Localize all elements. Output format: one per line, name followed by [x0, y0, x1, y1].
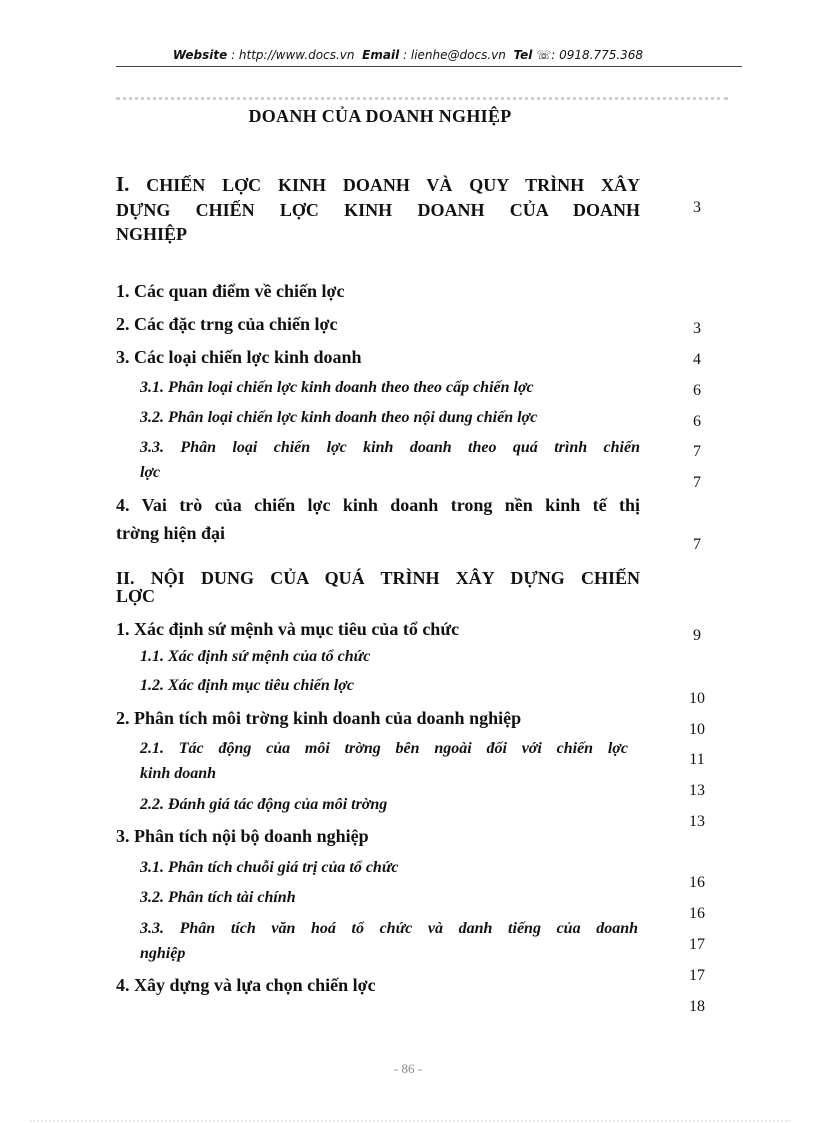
toc-section-1-line1: [116, 171, 640, 198]
page-number: 17: [689, 936, 705, 953]
toc-item-ii-1-2: 1.2. Xác định mục tiêu chiến lợc: [140, 677, 354, 694]
page-number: 7: [693, 474, 701, 491]
page-number: 6: [693, 413, 701, 430]
toc-item-3-1: 3.1. Phân loại chiến lợc kinh doanh theo theo cấp chiến lợc: [140, 379, 534, 396]
page-number: 9: [693, 627, 701, 644]
toc-item-ii-2: 2. Phân tích môi trờng kinh doanh của doanh nghiệp: [116, 708, 522, 728]
toc-section-2-line1: II. NỘI DUNG CỦA QUÁ TRÌNH XÂY DỰNG CHIẾN: [116, 568, 640, 588]
header-divider: [116, 66, 742, 67]
toc-item-ii-2-1-line2: kinh doanh: [140, 765, 217, 782]
page-number: 11: [689, 751, 705, 768]
toc-item-ii-2-1-line1: 2.1. Tác động của môi trờng bên ngoài đối với chiến lợc: [140, 740, 628, 757]
toc-item-ii-2-2: 2.2. Đánh giá tác động của môi trờng: [140, 796, 388, 813]
page-number: 17: [689, 967, 705, 984]
page-number: 3: [693, 320, 701, 337]
dotted-divider: [116, 97, 728, 100]
phone-icon: ☏: [536, 48, 552, 62]
toc-item-ii-3: 3. Phân tích nội bộ doanh nghiệp: [116, 826, 369, 846]
section-1-text-1: CHIẾN LỢC KINH DOANH VÀ QUY TRÌNH XÂY: [146, 175, 640, 195]
toc-item-ii-1-1: 1.1. Xác định sứ mệnh của tổ chức: [140, 648, 371, 665]
toc-item-ii-3-2: 3.2. Phân tích tài chính: [140, 889, 296, 906]
bottom-dotted-border: [30, 1120, 790, 1122]
toc-section-2-line2: LỢC: [116, 586, 156, 606]
tel-value: : 0918.775.368: [551, 48, 644, 62]
page-number: 7: [693, 443, 701, 460]
toc-item-3-2: 3.2. Phân loại chiến lợc kinh doanh theo nội dung chiến lợc: [140, 409, 538, 426]
toc-item-4-line1: 4. Vai trò của chiến lợc kinh doanh trong nền kinh tế thị: [116, 495, 640, 515]
website-label: Website: [172, 48, 228, 62]
toc-section-1-line2: DỰNG CHIẾN LỢC KINH DOANH CỦA DOANH: [116, 200, 640, 220]
toc-item-ii-4: 4. Xây dựng và lựa chọn chiến lợc: [116, 975, 376, 995]
toc-item-3-3-line1: 3.3. Phân loại chiến lợc kinh doanh theo quá trình chiến: [140, 439, 640, 456]
page-number: 3: [693, 199, 701, 216]
toc-item-ii-3-3-line1: 3.3. Phân tích văn hoá tổ chức và danh tiếng của doanh: [140, 920, 638, 937]
toc-section-1-line3: NGHIỆP: [116, 224, 188, 244]
toc-item-2: 2. Các đặc trng của chiến lợc: [116, 314, 338, 334]
page-number: 10: [689, 690, 705, 707]
page-number: 16: [689, 905, 705, 922]
toc-item-4-line2: trờng hiện đại: [116, 523, 225, 543]
toc-item-ii-3-3-line2: nghiệp: [140, 945, 186, 962]
toc-item-ii-3-1: 3.1. Phân tích chuỗi giá trị của tổ chức: [140, 859, 399, 876]
tel-label: Tel: [513, 48, 533, 62]
email-label: Email: [362, 48, 400, 62]
page-number: 10: [689, 721, 705, 738]
toc-item-ii-1: 1. Xác định sứ mệnh và mục tiêu của tổ chức: [116, 619, 460, 639]
page-number: 13: [689, 813, 705, 830]
page-footer-number: - 86 -: [393, 1061, 423, 1076]
page-number: 13: [689, 782, 705, 799]
page-number: 18: [689, 998, 705, 1015]
page-number: 7: [693, 536, 701, 553]
toc-item-3: 3. Các loại chiến lợc kinh doanh: [116, 347, 362, 367]
email-value: : lienhe@docs.vn: [403, 48, 506, 62]
toc-item-1: 1. Các quan điểm về chiến lợc: [116, 281, 345, 301]
page-number: 4: [693, 351, 701, 368]
page-header: [0, 48, 816, 62]
toc-item-3-3-line2: lợc: [140, 464, 161, 481]
section-1-prefix: I.: [116, 172, 130, 196]
page-number: 6: [693, 382, 701, 399]
page-title: DOANH CỦA DOANH NGHIỆP: [248, 106, 512, 126]
website-value: : http://www.docs.vn: [231, 48, 355, 62]
page-number: 16: [689, 874, 705, 891]
